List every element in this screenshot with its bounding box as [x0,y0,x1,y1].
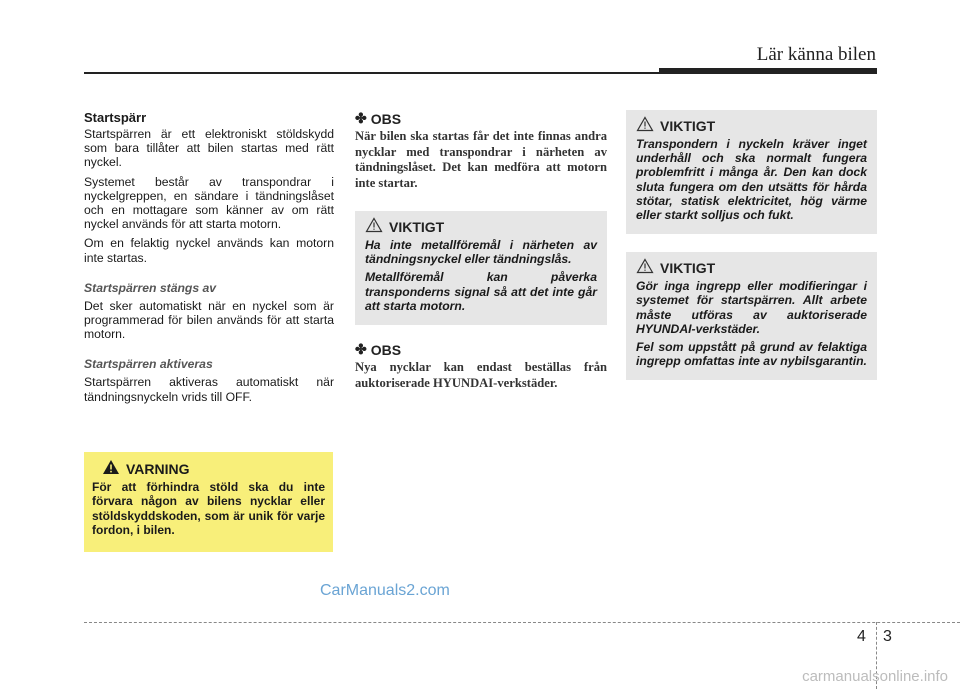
caution-triangle-icon [636,258,654,277]
page-section-title: Lär känna bilen [756,44,876,65]
header-rule-accent [659,68,877,74]
site-watermark: carmanualsonline.info [802,668,948,685]
important-title [636,258,867,277]
important-text: Transpondern i nyckeln kräver inget underhåll och ska normalt fungera problemfritt i många år. Den kan dock sluta fungera om den utsätts för hårda stötar, statisk elektricitet, hög värme eller starkt solljus och fukt. [636,137,867,223]
section-heading: Startspärr [84,110,147,125]
column-left [84,110,334,409]
important-text: Fel som uppstått på grund av felaktiga ingrepp omfattas inte av nybilsgarantin. [636,340,867,369]
column-right [626,110,877,380]
obs-title: OBS [370,110,402,127]
subheading: Startspärren aktiveras [84,357,213,372]
important-title-text: VIKTIGT [660,117,716,134]
important-title-text: VIKTIGT [389,218,445,235]
obs-heading [355,110,607,127]
paragraph: Det sker automatiskt när en nyckel som är programmerad för bilen används för att starta motorn. [84,298,334,342]
page-number: 3 [883,628,892,645]
important-text: Ha inte metallföremål i närheten av tändningsnyckel eller tändningslås. [365,238,597,267]
important-box [626,110,877,234]
obs-text: Nya nycklar kan endast beställas från auktoriserade HYUNDAI-verkstäder. [355,360,607,390]
star-cross-icon: ✤ [355,110,367,126]
paragraph: Startspärren aktiveras automatiskt när tändningsnyckeln vrids till OFF. [84,375,334,404]
obs-title: OBS [370,341,402,358]
paragraph: Startspärren är ett elektroniskt stöldskydd som bara tillåter att bilen startas med rätt nyckel. [84,127,334,170]
paragraph: Om en felaktig nyckel används kan motorn inte startas. [84,236,334,265]
important-text: Metallföremål kan påverka transponderns signal så att det inte går att starta motorn. [365,270,597,313]
obs-text: När bilen ska startas får det inte finnas andra nycklar med transpondrar i närheten av tändningslåset. Det kan medföra att motorn inte startar. [355,129,607,190]
warning-triangle-icon [102,459,120,478]
important-box [626,252,877,380]
important-box [355,211,607,325]
column-middle [355,110,607,391]
header-rule [84,72,659,74]
warning-box [84,452,333,552]
obs-heading [355,341,607,358]
footer-rule [84,622,960,623]
subheading: Startspärren stängs av [84,280,217,295]
important-title [636,116,867,135]
watermark-link[interactable]: CarManuals2.com [320,582,450,599]
important-title-text: VIKTIGT [660,259,716,276]
warning-title-text: VARNING [126,460,190,477]
important-title [365,217,597,236]
warning-text: För att förhindra stöld ska du inte förvara någon av bilens nycklar eller stöldskyddskoden, som är unik för varje fordon, i bilen. [92,480,325,537]
caution-triangle-icon [636,116,654,135]
warning-title [102,459,325,478]
paragraph: Systemet består av transpondrar i nyckelgreppen, en sändare i tändningslåset och en mottagare som känner av om rätt nyckel används för att starta motorn. [84,174,334,232]
chapter-number: 4 [857,628,866,645]
star-cross-icon: ✤ [355,341,367,358]
important-text: Gör inga ingrepp eller modifieringar i systemet för startspärren. Allt arbete måste utföras av auktoriserade HYUNDAI-verkstäder. [636,279,867,336]
caution-triangle-icon [365,217,383,236]
